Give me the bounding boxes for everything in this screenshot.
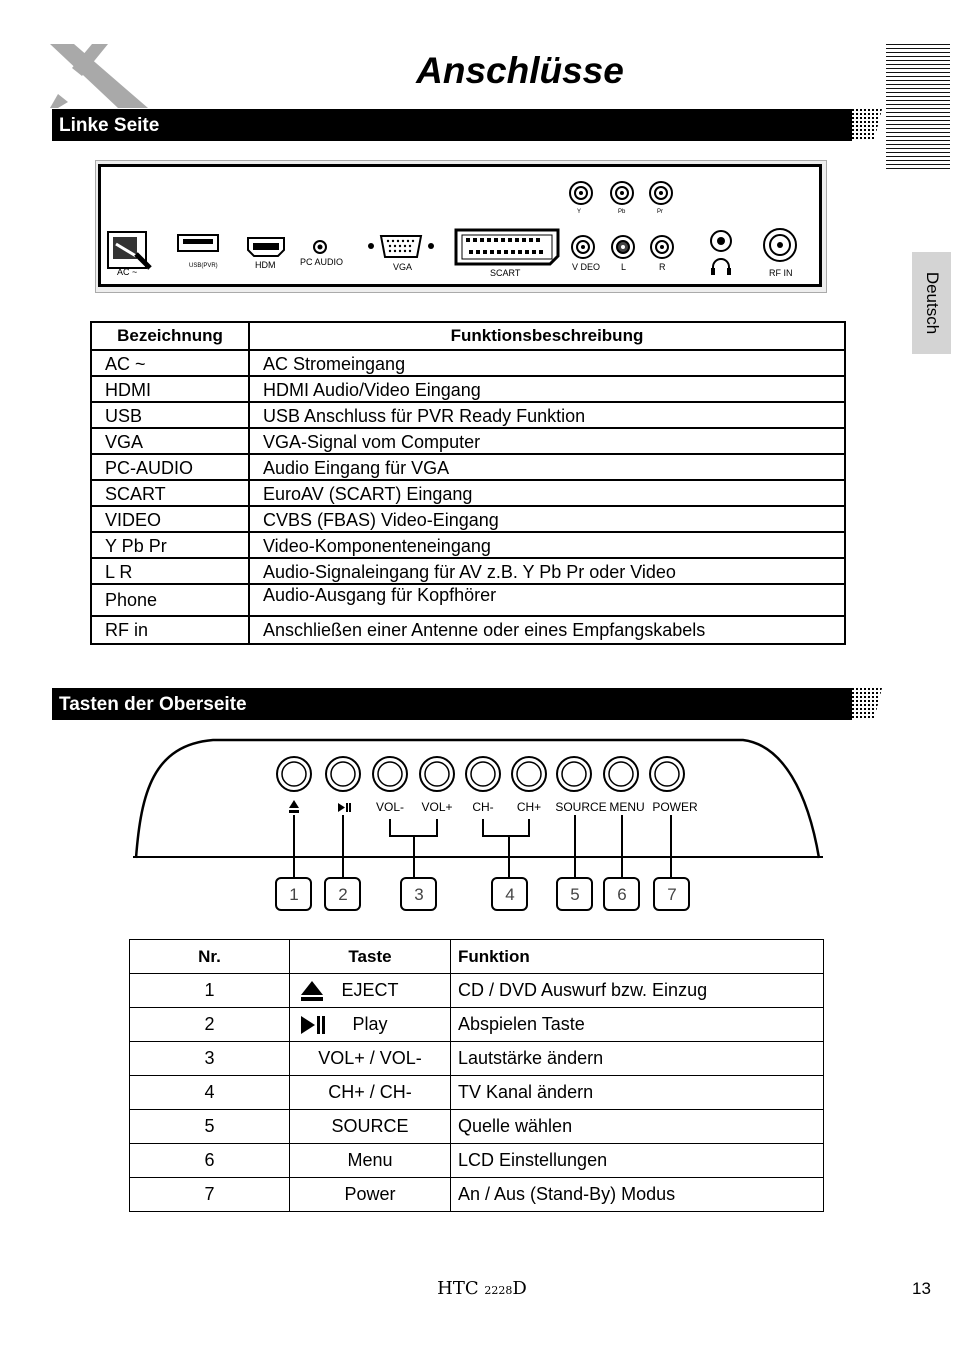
table-cell: 6 — [130, 1144, 290, 1178]
table-row — [91, 402, 845, 428]
table-cell: 3 — [130, 1042, 290, 1076]
top-label-vol-plus: VOL+ — [421, 800, 453, 814]
table-cell: Quelle wählen — [451, 1110, 824, 1144]
top-label-source: SOURCE — [555, 800, 607, 814]
rca-jack-pr-icon — [650, 182, 672, 204]
table-cell: USB Anschluss für PVR Ready Funktion — [249, 402, 845, 428]
table-cell: Power — [290, 1178, 451, 1212]
table-cell: AC Stromeingang — [249, 350, 845, 376]
table-row — [91, 454, 845, 480]
table-cell: EuroAV (SCART) Eingang — [249, 480, 845, 506]
table-cell: RF in — [91, 616, 249, 644]
section-bar-left-side — [52, 109, 882, 141]
callout-label: 6 — [617, 885, 627, 904]
section-bar-dots — [844, 688, 884, 720]
table-cell: 4 — [130, 1076, 290, 1110]
page-title: Anschlüsse — [416, 50, 624, 91]
panel-label-y: Y — [577, 209, 582, 215]
table-cell: HDMI Audio/Video Eingang — [249, 376, 845, 402]
table-cell: An / Aus (Stand-By) Modus — [451, 1178, 824, 1212]
table-cell: SOURCE — [290, 1110, 451, 1144]
table-header-cell: Taste — [290, 940, 451, 974]
table-row — [130, 1110, 824, 1144]
key-name: EJECT — [341, 980, 399, 1000]
vga-port-icon — [368, 236, 434, 257]
top-button-9-icon — [650, 757, 684, 791]
table-row — [130, 974, 824, 1008]
table-row — [130, 1008, 824, 1042]
headphone-jack-icon — [711, 231, 731, 275]
play-pause-icon — [300, 1014, 326, 1036]
table-cell: VOL+ / VOL- — [290, 1042, 451, 1076]
table-cell: AC ~ — [91, 350, 249, 376]
table-row — [130, 1076, 824, 1110]
panel-label-vga: VGA — [393, 262, 413, 272]
table-cell: SCART — [91, 480, 249, 506]
decorative-stripes — [886, 44, 950, 172]
table-cell: Menu — [290, 1144, 451, 1178]
top-label-vol-minus: VOL- — [375, 800, 405, 814]
panel-label-l: L — [621, 262, 627, 272]
table-row — [130, 1042, 824, 1076]
section-title-top-buttons: Tasten der Oberseite — [59, 694, 247, 715]
table-row — [91, 376, 845, 402]
top-label-ch-plus: CH+ — [516, 800, 542, 814]
section-bar-fill — [52, 109, 852, 141]
top-button-5-icon — [466, 757, 500, 791]
language-tab[interactable] — [912, 252, 951, 354]
model-suffix: D — [512, 1278, 527, 1299]
table-cell: 1 — [130, 974, 290, 1008]
callout-label: 3 — [414, 885, 424, 904]
panel-label-hdmi: HDM — [255, 260, 276, 270]
table-cell: Anschließen einer Antenne oder eines Empfangskabels — [249, 616, 845, 644]
table-cell: Video-Komponenteneingang — [249, 532, 845, 558]
pc-audio-jack-icon — [314, 241, 326, 253]
top-label-menu: MENU — [609, 800, 645, 814]
callout-label: 1 — [289, 885, 299, 904]
section-bar-top-buttons — [52, 688, 882, 720]
table-cell: TV Kanal ändern — [451, 1076, 824, 1110]
table-row — [91, 616, 845, 644]
scart-port-icon — [456, 230, 558, 264]
callout-label: 2 — [338, 885, 348, 904]
rca-jack-l-icon — [612, 236, 634, 258]
panel-label-pc-audio: PC AUDIO — [300, 257, 344, 267]
ac-socket-icon — [108, 232, 150, 268]
rca-jack-r-icon — [651, 236, 673, 258]
table-cell: 2 — [130, 1008, 290, 1042]
table-cell: USB — [91, 402, 249, 428]
rf-input-icon — [764, 229, 796, 261]
table-cell: VIDEO — [91, 506, 249, 532]
table-row — [130, 1144, 824, 1178]
table-row — [91, 480, 845, 506]
table-header-row — [91, 322, 845, 350]
panel-label-video: V DEO — [572, 262, 601, 272]
callout-lines — [294, 815, 671, 878]
table-cell: LCD Einstellungen — [451, 1144, 824, 1178]
rca-jack-video-icon — [572, 236, 594, 258]
table-cell: VGA-Signal vom Computer — [249, 428, 845, 454]
table-cell: PC-AUDIO — [91, 454, 249, 480]
panel-label-scart: SCART — [490, 268, 521, 278]
top-button-3-icon — [373, 757, 407, 791]
panel-label-rf: RF IN — [769, 268, 793, 278]
table-row — [91, 350, 845, 376]
table-header-cell: Nr. — [130, 940, 290, 974]
panel-label-pr: Pr — [657, 209, 663, 215]
key-name: Play — [352, 1014, 388, 1034]
table-cell: CD / DVD Auswurf bzw. Einzug — [451, 974, 824, 1008]
table-cell: 7 — [130, 1178, 290, 1212]
section-title-left-side: Linke Seite — [59, 115, 160, 136]
usb-port-icon — [178, 235, 218, 251]
model-prefix: HTC — [437, 1278, 485, 1299]
callout-label: 4 — [505, 885, 515, 904]
table-cell: Audio-Ausgang für Kopfhörer — [249, 584, 845, 616]
table-row — [91, 428, 845, 454]
table-cell: CH+ / CH- — [290, 1076, 451, 1110]
callout-label: 5 — [570, 885, 580, 904]
section-bar-dots — [844, 109, 884, 141]
eject-icon — [300, 980, 324, 1002]
rca-jack-y-icon — [570, 182, 592, 204]
table-cell: Audio-Signaleingang für AV z.B. Y Pb Pr oder Video — [249, 558, 845, 584]
table-cell — [290, 974, 451, 1008]
rca-jack-pb-icon — [611, 182, 633, 204]
table-cell: L R — [91, 558, 249, 584]
panel-label-r: R — [659, 262, 666, 272]
table-cell: VGA — [91, 428, 249, 454]
top-button-1-icon — [277, 757, 311, 791]
table-header-cell: Bezeichnung — [91, 322, 249, 350]
table-cell: CVBS (FBAS) Video-Eingang — [249, 506, 845, 532]
top-label-power: POWER — [652, 800, 698, 814]
table-cell: HDMI — [91, 376, 249, 402]
table-cell: Phone — [91, 584, 249, 616]
table-row — [91, 584, 845, 616]
panel-label-pb: Pb — [618, 209, 626, 215]
table-header-cell: Funktionsbeschreibung — [249, 322, 845, 350]
table-row — [91, 506, 845, 532]
top-button-6-icon — [512, 757, 546, 791]
table-cell — [290, 1008, 451, 1042]
top-buttons-diagram — [133, 733, 823, 915]
table-row — [91, 532, 845, 558]
model-number: 2228 — [484, 1284, 513, 1297]
panel-label-usb: USB(PVR) — [189, 263, 218, 269]
top-button-8-icon — [604, 757, 638, 791]
hdmi-port-icon — [248, 238, 284, 256]
callout-label: 7 — [667, 885, 677, 904]
play-pause-icon — [338, 803, 345, 812]
model-name — [0, 1278, 954, 1299]
table-cell: 5 — [130, 1110, 290, 1144]
table-cell: Lautstärke ändern — [451, 1042, 824, 1076]
table-cell: Abspielen Taste — [451, 1008, 824, 1042]
top-button-4-icon — [420, 757, 454, 791]
table-header-row — [130, 940, 824, 974]
page-number: 13 — [912, 1279, 931, 1298]
top-button-2-icon — [326, 757, 360, 791]
top-button-7-icon — [557, 757, 591, 791]
panel-label-ac: AC ~ — [117, 267, 138, 277]
table-row — [130, 1178, 824, 1212]
keys-table — [129, 939, 824, 1212]
table-cell: Y Pb Pr — [91, 532, 249, 558]
connectors-table — [90, 321, 846, 645]
eject-icon — [289, 800, 299, 808]
top-label-ch-minus: CH- — [472, 800, 494, 814]
table-cell: Audio Eingang für VGA — [249, 454, 845, 480]
table-row — [91, 558, 845, 584]
table-header-cell: Funktion — [451, 940, 824, 974]
language-tab-label: Deutsch — [922, 271, 942, 335]
